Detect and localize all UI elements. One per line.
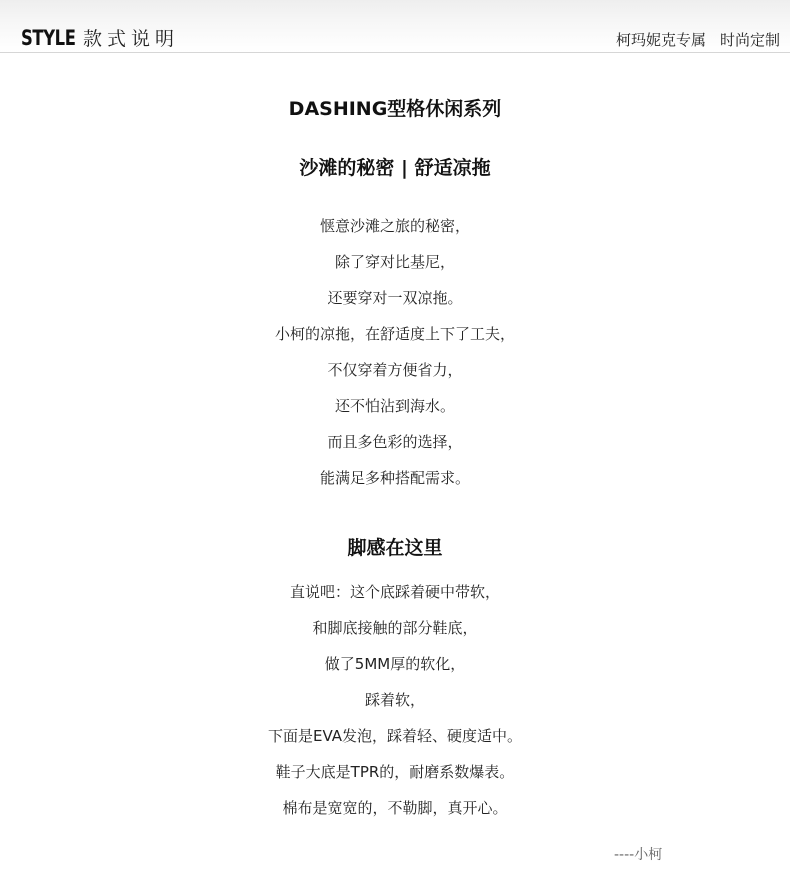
text-line: 直说吧：这个底踩着硬中带软， [289, 583, 500, 601]
article-title: DASHING型格休闲系列 [288, 98, 502, 120]
section-heading-comfort: 脚感在这里 [347, 537, 443, 559]
text-line: 能满足多种搭配需求。 [319, 469, 470, 487]
header-bar [0, 0, 790, 53]
text-line: 小柯的凉拖，在舒适度上下了工夫， [274, 325, 515, 343]
text-line: 做了5MM厚的软化， [324, 655, 466, 673]
text-line: 而且多色彩的选择， [327, 433, 463, 451]
style-word: STYLE [21, 26, 76, 50]
style-description-label: 款式说明 [83, 28, 180, 50]
text-line: 还要穿对一双凉拖。 [327, 289, 463, 307]
text-line: 鞋子大底是TPR的，耐磨系数爆表。 [275, 763, 515, 781]
author-signature: ----小柯 [614, 847, 663, 863]
text-line: 和脚底接触的部分鞋底， [312, 619, 478, 637]
section-heading-beach: 沙滩的秘密 | 舒适凉拖 [299, 157, 491, 179]
text-line: 不仅穿着方便省力， [327, 361, 463, 379]
text-line: 棉布是宽宽的，不勒脚，真开心。 [282, 799, 508, 817]
text-line: 踩着软， [364, 691, 425, 709]
brand-line [616, 33, 780, 48]
text-line: 还不怕沾到海水。 [334, 397, 455, 415]
text-line: 下面是EVA发泡，踩着轻、硬度适中。 [267, 727, 523, 745]
text-line: 惬意沙滩之旅的秘密， [319, 217, 470, 235]
brand-name: 柯玛妮克专属 [615, 31, 706, 49]
text-line: 除了穿对比基尼， [334, 253, 455, 271]
brand-tag: 时尚定制 [719, 31, 780, 49]
